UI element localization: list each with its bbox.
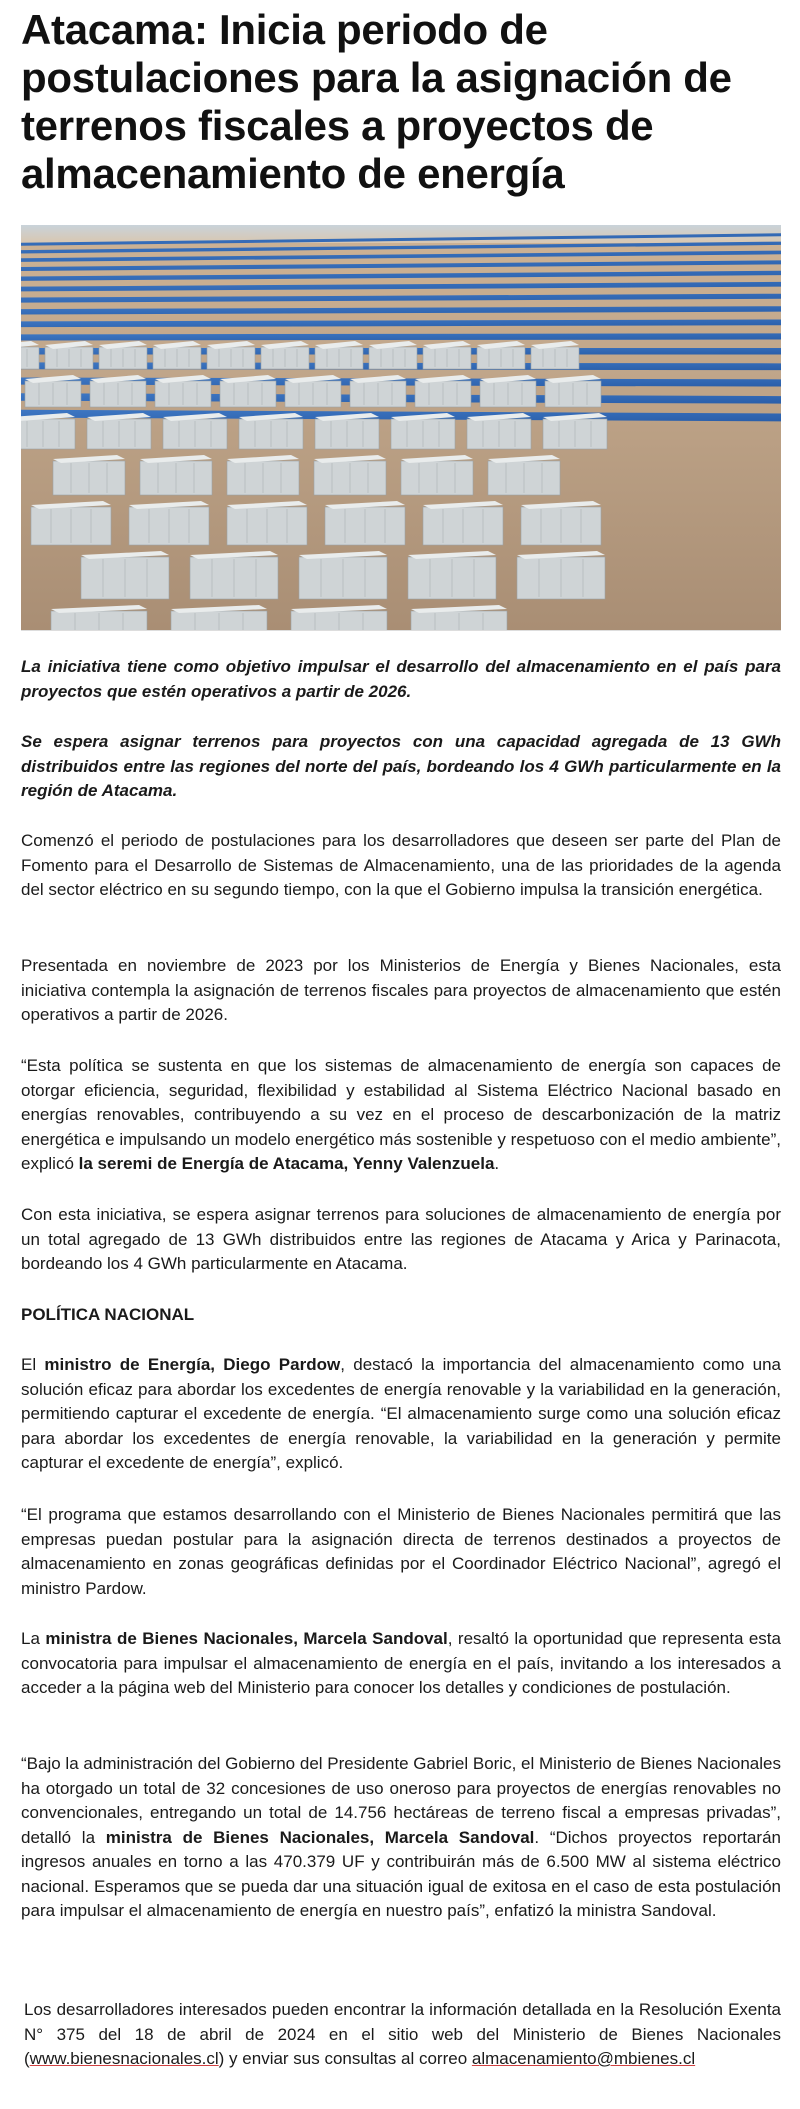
- battery-container: [314, 455, 386, 495]
- lead-paragraph-1: La iniciativa tiene como objetivo impulsar el desarrollo del almacenamiento en el país para proyectos que estén operativos a partir de 2026.: [21, 657, 781, 701]
- battery-container: [408, 551, 496, 599]
- body-paragraph-2: Presentada en noviembre de 2023 por los Ministerios de Energía y Bienes Nacionales, esta iniciativa contempla la asignación de terrenos fiscales para proyectos de almacenamiento que estén operativos a partir de 2026.: [21, 956, 781, 1024]
- battery-container: [190, 551, 278, 599]
- minister-bienes-name: ministra de Bienes Nacionales, Marcela Sandoval: [45, 1629, 448, 1648]
- body-paragraph-1: Comenzó el periodo de postulaciones para los desarrolladores que deseen ser parte del Plan de Fomento para el Desarrollo de Sistemas de Almacenamiento, una de las prioridades de la agenda del sector eléctrico en su segundo tiempo, con la que el Gobierno impulsa la transición energética.: [21, 831, 781, 899]
- body-paragraph-9: [24, 1998, 781, 2072]
- battery-container: [261, 341, 309, 369]
- text-fragment: . “Dichos proyectos reportarán ingresos anuales en torno a las 470.379 UF y contribuirán más de 6.500 MW al sistema eléctrico nacional. Esperamos que se pueda dar una situación igual de exitosa en el caso de esta postulación para impulsar el almacenamiento de energía en nuestro país”, enfatizó la ministra Sandoval.: [21, 1827, 781, 1920]
- lead-paragraph-2: Se espera asignar terrenos para proyectos con una capacidad agregada de 13 GWh distribuidos entre las regiones del norte del país, bordeando los 4 GWh particularmente en la región de Atacama.: [21, 732, 781, 800]
- text-fragment: , destacó la importancia del almacenamiento como una solución eficaz para abordar los excedentes de energía renovable y la variabilidad en la generación, permitiendo capturar el excedente de energía. “El almacenamiento surge como una solución eficaz para abordar los excedentes de energía renovable, la variabilidad en la generación y permite capturar el excedente de energía”, explicó.: [21, 1355, 782, 1472]
- solar-storage-photo: [21, 225, 781, 631]
- battery-container: [411, 605, 507, 630]
- battery-container: [153, 341, 201, 369]
- battery-container: [207, 341, 255, 369]
- battery-container: [51, 605, 147, 630]
- battery-container: [53, 455, 125, 495]
- battery-container: [81, 551, 169, 599]
- battery-container: [517, 551, 605, 599]
- battery-container: [521, 501, 601, 545]
- battery-container: [171, 605, 267, 630]
- battery-container: [291, 605, 387, 630]
- body-paragraph-7: [21, 1627, 781, 1701]
- battery-container: [129, 501, 209, 545]
- battery-container: [227, 501, 307, 545]
- battery-container: [21, 341, 39, 369]
- text-fragment: Los desarrolladores interesados pueden encontrar la información detallada en la Resolución Exenta N° 375 del 18 de abril de 2024 en el sitio web del Ministerio de Bienes Nacionales (: [24, 2000, 781, 2068]
- battery-container: [369, 341, 417, 369]
- quote-end: .: [494, 1154, 500, 1173]
- seremi-name: la seremi de Energía de Atacama, Yenny Valenzuela: [78, 1154, 495, 1173]
- battery-container: [227, 455, 299, 495]
- minister-energy-name: ministro de Energía, Diego Pardow: [44, 1355, 341, 1374]
- battery-container: [423, 501, 503, 545]
- battery-container: [140, 455, 212, 495]
- minister-bienes-name: ministra de Bienes Nacionales, Marcela Sandoval: [105, 1827, 535, 1847]
- text-fragment: El: [21, 1355, 45, 1374]
- article-title: Atacama: Inicia periodo de postulaciones para la asignación de terrenos fiscales a proyectos de almacenamiento de energía: [21, 6, 732, 197]
- body-paragraph-8: [21, 1752, 781, 1924]
- battery-container: [423, 341, 471, 369]
- text-fragment: La: [21, 1629, 46, 1648]
- battery-container: [99, 341, 147, 369]
- battery-container: [315, 341, 363, 369]
- body-paragraph-3: [21, 1054, 781, 1177]
- battery-container: [31, 501, 111, 545]
- battery-container: [325, 501, 405, 545]
- battery-container: [299, 551, 387, 599]
- bienes-nacionales-link[interactable]: www.bienesnacionales.cl: [29, 2049, 219, 2068]
- text-fragment: , resaltó la oportunidad que representa esta convocatoria para impulsar el almacenamiento de energía en el país, invitando a los interesados a acceder a la página web del Ministerio para conocer los detalles y condiciones de postulación.: [21, 1629, 781, 1697]
- text-fragment: ) y enviar sus consultas al correo: [218, 2049, 472, 2068]
- body-paragraph-5: [21, 1353, 781, 1476]
- solar-panel-row: [21, 333, 781, 340]
- body-paragraph-4: Con esta iniciativa, se espera asignar terrenos para soluciones de almacenamiento de energía por un total agregado de 13 GWh distribuidos entre las regiones de Atacama y Arica y Parinacota, bordeando los 4 GWh particularmente en Atacama.: [21, 1205, 781, 1273]
- battery-container: [488, 455, 560, 495]
- battery-container: [531, 341, 579, 369]
- text-fragment: “Bajo la administración del Gobierno del Presidente Gabriel Boric, el Ministerio de Bienes Nacionales ha otorgado un total de 32 concesiones de uso oneroso para proyectos de energías renovables no convencionales, entregando un total de 14.756 hectáreas de terreno fiscal a empresas privadas”, detalló la: [21, 1754, 781, 1847]
- battery-container: [401, 455, 473, 495]
- battery-container: [477, 341, 525, 369]
- quote-text: “Esta política se sustenta en que los sistemas de almacenamiento de energía son capaces de otorgar eficiencia, seguridad, flexibilidad y estabilidad al Sistema Eléctrico Nacional basado en energías renovables, contribuyendo a su vez en el proceso de descarbonización de la matriz energética e impulsando un modelo energético más sostenible y respetuoso con el medio ambiente”, explicó: [21, 1056, 781, 1173]
- body-paragraph-6: “El programa que estamos desarrollando con el Ministerio de Bienes Nacionales permitirá que las empresas puedan postular para la asignación directa de terrenos destinados a proyectos de almacenamiento en zonas geográficas definidas por el Coordinador Eléctrico Nacional”, agregó el ministro Pardow.: [21, 1505, 781, 1598]
- section-heading: POLÍTICA NACIONAL: [21, 1305, 195, 1324]
- email-link[interactable]: almacenamiento@mbienes.cl: [471, 2049, 696, 2068]
- battery-container: [45, 341, 93, 369]
